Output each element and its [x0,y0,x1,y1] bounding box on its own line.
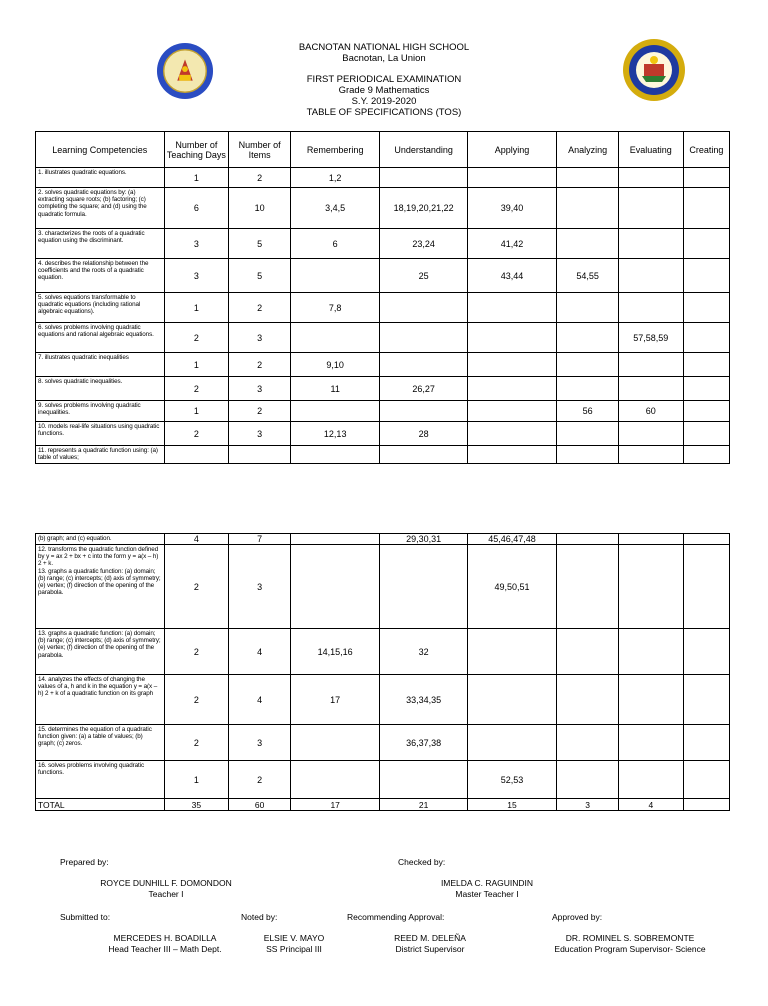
cell-understanding [380,353,467,377]
total-evaluating: 4 [618,799,683,811]
cell-competency: 14. analyzes the effects of changing the values of a, h and k in the equation y = a(x – h) 2 + k of a quadratic function on its graph [36,675,165,725]
cell-teaching-days: 2 [164,629,229,675]
prepared-by-label: Prepared by: [60,857,109,867]
cell-competency: 3. characterizes the roots of a quadratic equation using the discriminant. [36,229,165,259]
table-row [36,545,730,629]
cell-remembering [290,446,379,464]
cell-applying [467,725,556,761]
cell-evaluating: 57,58,59 [618,323,683,353]
cell-analyzing [557,534,619,545]
cell-number-of-items: 3 [229,725,291,761]
cell-remembering: 14,15,16 [290,629,379,675]
cell-evaluating [618,629,683,675]
exam-title: FIRST PERIODICAL EXAMINATION [306,74,462,85]
cell-creating [683,377,729,401]
cell-competency: 8. solves quadratic inequalities. [36,377,165,401]
cell-teaching-days: 1 [164,293,229,323]
cell-creating [683,259,729,293]
cell-competency: 1. illustrates quadratic equations. [36,168,165,188]
cell-creating [683,725,729,761]
cell-number-of-items: 7 [229,534,291,545]
cell-remembering [290,725,379,761]
approved-by-title: Education Program Supervisor- Science [554,944,706,954]
table-row [36,353,730,377]
col-creating: Creating [683,132,729,168]
cell-competency: 11. represents a quadratic function using: (a) table of values; [36,446,165,464]
cell-applying [467,629,556,675]
cell-number-of-items: 5 [229,229,291,259]
cell-applying: 41,42 [467,229,556,259]
cell-remembering: 17 [290,675,379,725]
cell-analyzing [557,725,619,761]
cell-remembering: 1,2 [290,168,379,188]
cell-creating [683,629,729,675]
cell-evaluating: 60 [618,401,683,422]
cell-evaluating [618,353,683,377]
cell-remembering: 3,4,5 [290,188,379,229]
cell-number-of-items: 2 [229,293,291,323]
cell-applying [467,353,556,377]
col-learning-competencies: Learning Competencies [36,132,165,168]
cell-creating [683,675,729,725]
total-creating [683,799,729,811]
school-location: Bacnotan, La Union [342,53,426,64]
cell-understanding [380,293,467,323]
col-evaluating: Evaluating [618,132,683,168]
cell-remembering: 11 [290,377,379,401]
cell-teaching-days: 2 [164,545,229,629]
school-name: BACNOTAN NATIONAL HIGH SCHOOL [298,42,470,53]
col-analyzing: Analyzing [557,132,619,168]
cell-number-of-items: 3 [229,422,291,446]
cell-competency: 6. solves problems involving quadratic equations and rational algebraic equations. [36,323,165,353]
cell-understanding: 36,37,38 [380,725,467,761]
tos-title: TABLE OF SPECIFICATIONS (TOS) [306,107,462,118]
cell-competency: 9. solves problems involving quadratic inequalities. [36,401,165,422]
table-row [36,188,730,229]
checked-by-name: IMELDA C. RAGUINDIN [440,878,534,888]
total-analyzing: 3 [557,799,619,811]
cell-analyzing [557,353,619,377]
cell-competency: 2. solves quadratic equations by: (a) extracting square roots; (b) factoring; (c) completing the square; and (d) using the quadratic formula. [36,188,165,229]
cell-understanding: 33,34,35 [380,675,467,725]
cell-analyzing [557,675,619,725]
tos-table-part-1 [35,131,730,464]
cell-competency: 7. illustrates quadratic inequalities [36,353,165,377]
cell-understanding: 26,27 [380,377,467,401]
cell-creating [683,323,729,353]
cell-analyzing [557,761,619,799]
cell-analyzing [557,545,619,629]
table-row [36,377,730,401]
cell-understanding [380,761,467,799]
noted-by-name: ELSIE V. MAYO [263,933,325,943]
submitted-to-label: Submitted to: [60,912,111,922]
cell-remembering [290,259,379,293]
cell-teaching-days: 1 [164,168,229,188]
cell-creating [683,229,729,259]
cell-understanding: 28 [380,422,467,446]
cell-analyzing [557,446,619,464]
recommending-approval-name: REED M. DELEÑA [394,933,466,943]
cell-evaluating [618,377,683,401]
cell-remembering: 6 [290,229,379,259]
col-number-of-items: Number of Items [229,132,291,168]
cell-remembering: 12,13 [290,422,379,446]
submitted-to-title: Head Teacher III – Math Dept. [108,944,222,954]
cell-evaluating [618,188,683,229]
cell-number-of-items: 3 [229,545,291,629]
cell-analyzing [557,422,619,446]
cell-number-of-items: 2 [229,401,291,422]
cell-analyzing [557,293,619,323]
total-row [36,799,730,811]
cell-creating [683,168,729,188]
cell-teaching-days: 1 [164,401,229,422]
col-remembering: Remembering [290,132,379,168]
cell-number-of-items: 4 [229,675,291,725]
cell-teaching-days: 1 [164,761,229,799]
table-row [36,725,730,761]
cell-remembering: 7,8 [290,293,379,323]
cell-evaluating [618,293,683,323]
cell-analyzing [557,188,619,229]
cell-understanding [380,446,467,464]
cell-teaching-days: 4 [164,534,229,545]
col-teaching-days: Number of Teaching Days [164,132,229,168]
total-remembering: 17 [290,799,379,811]
prepared-by-name: ROYCE DUNHILL F. DOMONDON [100,878,232,888]
cell-understanding: 25 [380,259,467,293]
cell-applying [467,168,556,188]
cell-applying [467,293,556,323]
cell-evaluating [618,229,683,259]
cell-competency: 15. determines the equation of a quadratic function given: (a) a table of values; (b) graph; (c) zeros. [36,725,165,761]
cell-creating [683,293,729,323]
table-row [36,168,730,188]
recommending-approval-title: District Supervisor [395,944,465,954]
tos-table-part-2 [35,533,730,811]
cell-applying [467,377,556,401]
cell-analyzing [557,629,619,675]
cell-creating [683,545,729,629]
approved-by-name: DR. ROMINEL S. SOBREMONTE [565,933,695,943]
cell-number-of-items: 4 [229,629,291,675]
cell-competency: 10. models real-life situations using quadratic functions. [36,422,165,446]
cell-creating [683,422,729,446]
noted-by-label: Noted by: [241,912,278,922]
table-row [36,229,730,259]
cell-applying: 43,44 [467,259,556,293]
cell-teaching-days: 1 [164,353,229,377]
table-row [36,422,730,446]
total-teaching-days: 35 [164,799,229,811]
table-row [36,401,730,422]
cell-evaluating [618,761,683,799]
checked-by-label: Checked by: [398,857,446,867]
cell-creating [683,353,729,377]
cell-teaching-days [164,446,229,464]
cell-teaching-days: 2 [164,675,229,725]
cell-analyzing [557,377,619,401]
checked-by-title: Master Teacher I [455,889,519,899]
cell-understanding: 29,30,31 [380,534,467,545]
total-number-of-items: 60 [229,799,291,811]
cell-understanding [380,168,467,188]
cell-creating [683,446,729,464]
approved-by-label: Approved by: [552,912,603,922]
total-understanding: 21 [380,799,467,811]
cell-remembering [290,545,379,629]
cell-competency: (b) graph; and (c) equation. [36,534,165,545]
cell-applying [467,401,556,422]
cell-remembering [290,761,379,799]
cell-number-of-items: 5 [229,259,291,293]
cell-teaching-days: 2 [164,377,229,401]
cell-competency: 13. graphs a quadratic function: (a) domain; (b) range; (c) intercepts; (d) axis of symmetry; (e) vertex; (f) direction of the opening of the parabola. [36,629,165,675]
cell-number-of-items: 2 [229,353,291,377]
cell-number-of-items: 3 [229,323,291,353]
grade-subject: Grade 9 Mathematics [338,85,430,96]
cell-applying [467,675,556,725]
cell-applying: 45,46,47,48 [467,534,556,545]
cell-evaluating [618,725,683,761]
cell-analyzing [557,168,619,188]
cell-competency: 5. solves equations transformable to quadratic equations (including rational algebraic equations). [36,293,165,323]
cell-competency: 4. describes the relationship between the coefficients and the roots of a quadratic equation. [36,259,165,293]
school-year: S.Y. 2019-2020 [351,96,417,107]
cell-evaluating [618,422,683,446]
submitted-to-name: MERCEDES H. BOADILLA [113,933,217,943]
table-header-row [36,132,730,168]
cell-applying: 39,40 [467,188,556,229]
cell-analyzing [557,229,619,259]
cell-understanding [380,323,467,353]
cell-analyzing: 54,55 [557,259,619,293]
cell-teaching-days: 6 [164,188,229,229]
table-row [36,293,730,323]
table-row [36,675,730,725]
cell-remembering [290,401,379,422]
total-label: TOTAL [36,799,165,811]
table-row [36,259,730,293]
cell-teaching-days: 2 [164,422,229,446]
cell-creating [683,188,729,229]
table-row [36,446,730,464]
cell-competency: 12. transforms the quadratic function defined by y = ax 2 + bx + c into the form y = a(x – h) 2 + k. 13. graphs a quadratic function: (a) domain; (b) range; (c) intercepts; (d) axis of symmetry; (e) vertex; (f) direction of the opening of the parabola. [36,545,165,629]
table-row [36,323,730,353]
cell-evaluating [618,675,683,725]
prepared-by-title: Teacher I [148,889,184,899]
cell-remembering [290,534,379,545]
cell-applying: 52,53 [467,761,556,799]
table-row [36,534,730,545]
cell-number-of-items: 2 [229,761,291,799]
cell-teaching-days: 3 [164,259,229,293]
cell-evaluating [618,545,683,629]
cell-teaching-days: 2 [164,725,229,761]
cell-competency: 16. solves problems involving quadratic functions. [36,761,165,799]
cell-teaching-days: 2 [164,323,229,353]
cell-remembering [290,323,379,353]
table-row [36,629,730,675]
table-row [36,761,730,799]
col-applying: Applying [467,132,556,168]
cell-evaluating [618,446,683,464]
cell-number-of-items [229,446,291,464]
cell-understanding: 18,19,20,21,22 [380,188,467,229]
cell-evaluating [618,259,683,293]
cell-evaluating [618,534,683,545]
cell-understanding [380,401,467,422]
cell-number-of-items: 3 [229,377,291,401]
cell-applying [467,323,556,353]
cell-teaching-days: 3 [164,229,229,259]
cell-evaluating [618,168,683,188]
cell-understanding: 23,24 [380,229,467,259]
cell-understanding [380,545,467,629]
recommending-approval-label: Recommending Approval: [347,912,445,922]
cell-creating [683,761,729,799]
cell-creating [683,534,729,545]
cell-analyzing [557,323,619,353]
cell-analyzing: 56 [557,401,619,422]
noted-by-title: SS Principal III [266,944,322,954]
total-applying: 15 [467,799,556,811]
cell-number-of-items: 10 [229,188,291,229]
cell-applying: 49,50,51 [467,545,556,629]
cell-applying [467,446,556,464]
cell-applying [467,422,556,446]
document-header [0,42,768,118]
cell-number-of-items: 2 [229,168,291,188]
cell-creating [683,401,729,422]
cell-understanding: 32 [380,629,467,675]
cell-remembering: 9,10 [290,353,379,377]
col-understanding: Understanding [380,132,467,168]
